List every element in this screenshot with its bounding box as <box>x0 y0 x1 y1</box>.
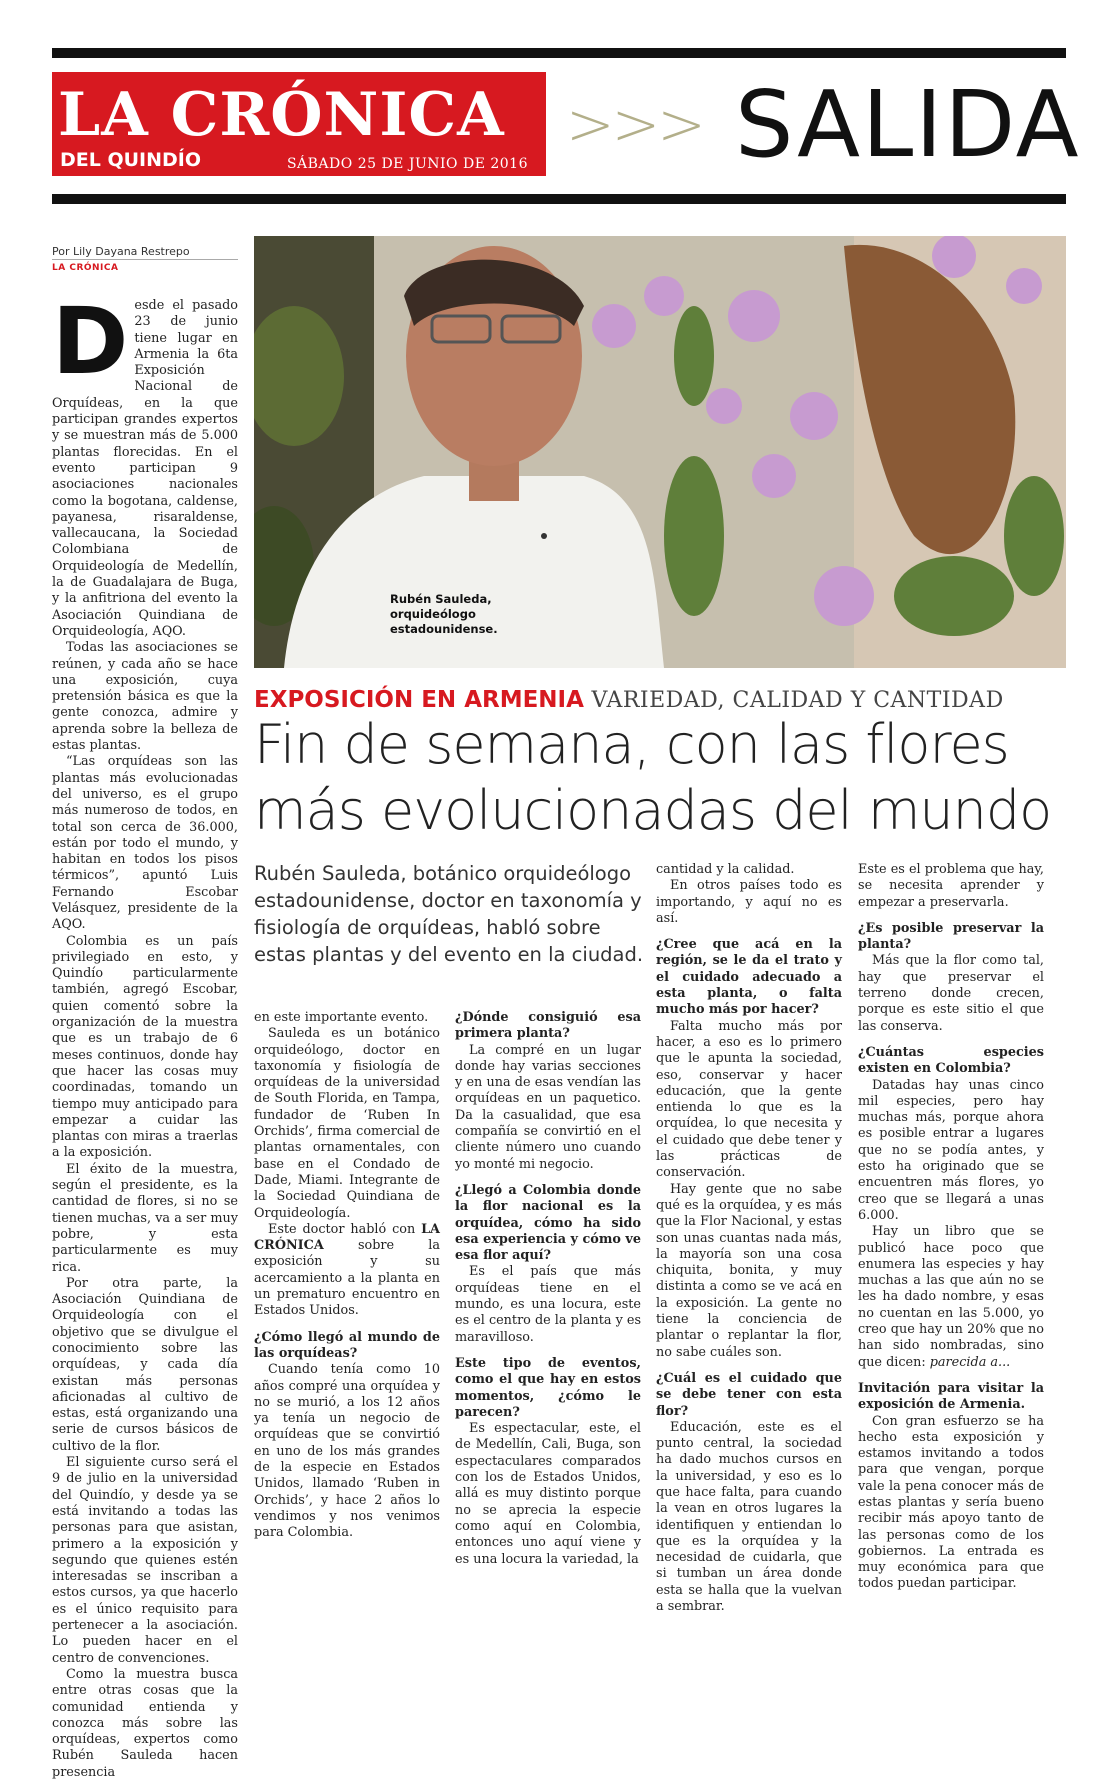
answer: Educación, este es el punto central, la sociedad ha dado muchos cursos en la universidad, y eso es lo que hace falta, para cuando la vean en otros lugares la identifiquen y entiendan lo que es la orquídea y la necesidad de cuidarla, que si tumban un área donde esta se halla que la vuelvan a sembrar. <box>656 1419 842 1615</box>
article-column-3 <box>455 1010 641 1568</box>
top-rule <box>52 48 1066 58</box>
italic-text: parecida a... <box>929 1354 1011 1370</box>
question: ¿Es posible preservar la planta? <box>858 920 1044 953</box>
newspaper-name: LA CRÓNICA <box>58 80 505 150</box>
newspaper-name-inline: LA CRÓNICA <box>254 1221 440 1254</box>
drop-cap: D <box>52 288 129 395</box>
bottom-rule <box>52 194 1066 204</box>
question: ¿Cuál es el cuidado que se debe tener con esta flor? <box>656 1370 842 1419</box>
paragraph: Colombia es un país privilegiado en esto, y Quindío particularmente también, agregó Escobar, quien comentó sobre la organización de la muestra que es un trabajo de 6 meses continuos, donde hay que hacer las cosas muy coordinadas, tomando un tiempo muy anticipado para empezar a cuidar las plantas con miras a traerlas a la exposición. <box>52 933 238 1161</box>
paragraph: Como la muestra busca entre otras cosas que la comunidad entienda y conozca más sobre las orquídeas, expertos como Rubén Sauleda hacen presencia <box>52 1666 238 1780</box>
paragraph: Por otra parte, la Asociación Quindiana de Orquideología con el objetivo que se divulgue el conocimiento sobre las orquídeas, y cada día existan más personas aficionadas al cultivo de estas, está organizando una serie de cursos básicos de cultivo de la flor. <box>52 1275 238 1454</box>
question: Invitación para visitar la exposición de Armenia. <box>858 1380 1044 1413</box>
paragraph: Sauleda es un botánico orquideólogo, doctor en taxonomía y fisiología de orquídeas de la universidad de South Florida, en Tampa, fundador de ‘Ruben In Orchids’, firma comercial de plantas ornamentales, con base en el Condado de Dade, Miami. Integrante de la Sociedad Quindiana de Orquideología. <box>254 1026 440 1221</box>
article-column-2 <box>254 1010 440 1542</box>
question: Este tipo de eventos, como el que hay en estos momentos, ¿cómo le parecen? <box>455 1355 641 1420</box>
caption-line: orquideólogo <box>390 607 476 621</box>
answer: Con gran esfuerzo se ha hecho esta exposición y estamos invitando a todos para que vengan, porque vale la pena conocer más de estas plantas y sería bueno recibir más apoyo tanto de las personas como de los gobiernos. La entrada es muy económica para que todos puedan participar. <box>858 1413 1044 1592</box>
paragraph: El siguiente curso será el 9 de julio en la universidad del Quindío, y desde ya se está invitando a todas las personas para que asistan, primero a la exposición y segundo que quienes estén interesadas se inscriban a estos cursos, ya que hacerlo es el único requisito para pertenecer a la asociación. Lo pueden hacer en el centro de convenciones. <box>52 1455 238 1666</box>
paragraph: cantidad y la calidad. <box>656 862 795 877</box>
paragraph: En otros países todo es importando, y aquí no es así. <box>656 878 842 926</box>
masthead-logo <box>52 72 546 176</box>
answer: Datadas hay unas cinco mil especies, pero hay muchas más, porque ahora es posible entrar a lugares que no se podía antes, y esto ha originado que se encuentren más flores, yo creo que se llegará a unas 6.000. <box>858 1077 1044 1223</box>
paragraph: Este es el problema que hay, se necesita aprender y empezar a preservarla. <box>858 862 1044 910</box>
kicker-primary: EXPOSICIÓN EN ARMENIA <box>254 687 584 713</box>
answer: Falta mucho más por hacer, a eso es lo primero que le apunta la sociedad, eso, conservar y hacer educación, que la gente entienda lo que es la orquídea, lo que necesita y el cuidado que debe tener y las prácticas de conservación. <box>656 1018 842 1181</box>
headline-line: más evolucionadas del mundo <box>254 779 1052 842</box>
question: ¿Llegó a Colombia donde la flor nacional es la orquídea, cómo ha sido esa experiencia y cómo ve esa flor aquí? <box>455 1182 641 1264</box>
headline <box>254 712 1051 844</box>
answer <box>858 1224 1044 1371</box>
photo-illustration <box>254 236 1066 668</box>
answer: Es el país que más orquídeas tiene en el mundo, es una locura, este es el centro de la planta y es maravilloso. <box>455 1264 642 1345</box>
kicker-secondary: VARIEDAD, CALIDAD Y CANTIDAD <box>591 688 1004 713</box>
article-column-5 <box>858 862 1044 1593</box>
newspaper-subtitle: DEL QUINDÍO <box>60 149 202 171</box>
caption-line: estadounidense. <box>390 622 498 636</box>
paragraph <box>254 1222 440 1320</box>
section-title: SALIDA <box>735 71 1081 178</box>
byline-divider <box>52 259 238 260</box>
answer: Cuando tenía como 10 años compré una orquídea y no se murió, a los 12 años ya tenía un negocio de orquídeas que se convirtió en uno de los más grandes de la especie en Estados Unidos, llamado ‘Ruben in Orchids’, y hace 2 años lo vendimos y nos venimos para Colombia. <box>254 1362 440 1541</box>
headline-line: Fin de semana, con las flores <box>254 713 1009 776</box>
byline-source: LA CRÓNICA <box>52 263 119 273</box>
paragraph: esde el pasado 23 de junio tiene lugar en Armenia la 6ta Exposición Nacional de Orquídeas, en la que participan grandes expertos y se muestran más de 5.000 plantas florecidas. En el evento participan 9 asociaciones nacionales como la bogotana, caldense, payanesa, risaraldense, vallecaucana, la Sociedad Colombiana de Orquideología de Medellín, la de Guadalajara de Buga, y la anfitriona del evento la Asociación Quindiana de Orquideología, AQO. <box>52 298 238 639</box>
text: Este doctor habló con <box>268 1221 422 1237</box>
answer: Más que la flor como tal, hay que preservar el terreno donde crecen, porque es este sitio el que las conserva. <box>858 953 1044 1034</box>
caption-line: Rubén Sauleda, <box>390 592 492 606</box>
answer: Hay gente que no sabe qué es la orquídea, y es más que la Flor Nacional, y estas son unas cuantas nada más, la mayoría son una cosa chiquita, bonita, y muy distinta a como se ve acá en la exposición. La gente no tiene la conciencia de plantar o replantar la flor, no sabe cuáles son. <box>656 1181 842 1360</box>
question: ¿Cómo llegó al mundo de las orquídeas? <box>254 1329 440 1361</box>
text: sobre la exposición y su acercamiento a la planta en un prematuro encuentro en Estados Unidos. <box>254 1238 440 1319</box>
text: Hay un libro que se publicó hace poco que enumera las especies y hay muchas a las que aún no se les ha dado nombre, y esas no cuentan en las 5.000, yo creo que hay un 20% que no han sido nombradas, sino que dicen: <box>858 1224 1044 1370</box>
photo-caption <box>390 592 498 637</box>
paragraph: en este importante evento. <box>254 1010 429 1025</box>
question: ¿Dónde consiguió esa primera planta? <box>455 1010 641 1042</box>
answer: Es espectacular, este, el de Medellín, Cali, Buga, son espectaculares comparados con los de Estados Unidos, allá es muy distinto porque no se aprecia la especie como aquí en Colombia, entonces uno aquí viene y es una locura la variedad, la <box>455 1421 641 1567</box>
article-column-1 <box>52 288 238 1781</box>
article-column-4 <box>656 862 842 1615</box>
section-arrows: >>> <box>566 90 703 158</box>
paragraph: “Las orquídeas son las plantas más evolucionadas del universo, es el grupo más numeroso de todos, en total son cerca de 36.000, están por todo el mundo, y habitan en todos los pisos térmicos”, apuntó Luis Fernando Escobar Velásquez, presidente de la AQO. <box>52 754 238 933</box>
answer: La compré en un lugar donde hay varias secciones y en una de esas vendían las orquídeas en un paquetico. Da la casualidad, que esa compañía se convirtió en el cliente número uno cuando yo monté mi negocio. <box>455 1042 641 1172</box>
article-photo <box>254 236 1066 668</box>
paragraph: El éxito de la muestra, según el presidente, es la cantidad de flores, si no se tienen muchas, va a ser muy pobre, y esta particularmente es muy rica. <box>52 1161 238 1275</box>
byline-author: Por Lily Dayana Restrepo <box>52 245 190 258</box>
deck: Rubén Sauleda, botánico orquideólogo estadounidense, doctor en taxonomía y fisiología de orquídeas, habló sobre estas plantas y del evento en la ciudad. <box>254 862 644 966</box>
paragraph: Todas las asociaciones se reúnen, y cada año se hace una exposición, cuya pretensión básica es que la gente conozca, admire y aprenda sobre la belleza de estas plantas. <box>52 640 238 754</box>
issue-date: SÁBADO 25 DE JUNIO DE 2016 <box>286 156 528 172</box>
question: ¿Cree que acá en la región, se le da el trato y el cuidado adecuado a esta planta, o falta mucho más por hacer? <box>656 937 842 1018</box>
question: ¿Cuántas especies existen en Colombia? <box>858 1044 1044 1077</box>
